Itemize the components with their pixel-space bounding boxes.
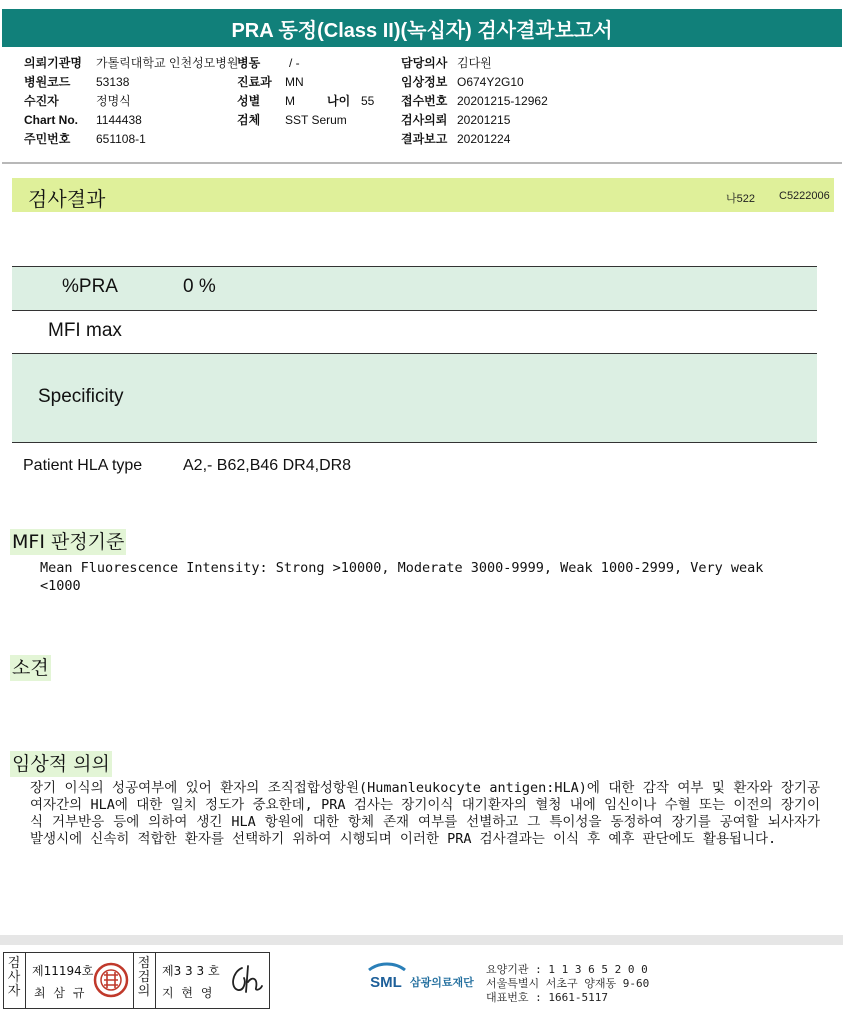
reviewer-label-text: 점검의 [137,956,151,999]
hla-label: Patient HLA type [23,457,143,474]
age-label: 나이 [327,94,351,108]
header-col-2 [237,57,374,133]
table-line [12,353,817,354]
pra-label: %PRA [62,276,118,297]
mfi-max-label: MFI max [48,320,122,341]
field-label: 수진자 [24,94,59,108]
specificity-row [12,354,817,442]
result-banner-title: 검사결과 [28,187,106,211]
field-label: 검사의뢰 [401,113,448,127]
field-label: 담당의사 [401,56,448,70]
reviewer-name: 지 현 영 [162,986,215,1000]
field-value: 20201215 [457,113,511,127]
opinion-heading: 소견 [12,657,49,679]
examiner-label [7,957,21,999]
reviewer-signature [224,958,266,1000]
field-label: 접수번호 [401,94,448,108]
field-value: 김다원 [457,56,492,70]
org-name: 삼광의료재단 [410,976,474,989]
header-col-1 [24,57,238,152]
reviewer-number: 제3 3 3 호 [162,964,220,978]
clinical-heading: 임상적 의의 [12,753,110,775]
mfi-criteria-line-2: <1000 [40,578,81,594]
footer-band [0,935,843,945]
age-value: 55 [361,94,375,108]
field-value: 651108-1 [96,132,146,146]
examiner-seal [93,962,129,998]
examiner-name: 최 삼 규 [34,986,87,1000]
field-value: 20201224 [457,132,511,146]
field-label: Chart No. [24,113,78,127]
examiner-number: 제11194호 [32,964,94,978]
field-value: SST Serum [285,113,347,127]
field-label: 의뢰기관명 [24,56,82,70]
field-label: 검체 [237,113,261,127]
field-label: 성별 [237,94,261,108]
field-value: 가톨릭대학교 인천성모병원 [96,56,239,70]
examiner-label-text: 검사자 [7,956,21,999]
field-label: 진료과 [237,75,272,89]
result-banner [12,178,834,212]
field-value: M [285,94,295,108]
field-label: 병원코드 [24,75,71,89]
hla-value: A2,- B62,B46 DR4,DR8 [183,457,352,474]
clinical-text: 장기 이식의 성공여부에 있어 환자의 조직접합성항원(Humanleukocyte antigen:HLA)에 대한 감작 여부 및 환자와 장기공여자간의 HLA에 대한 일치 정도가 중요한데, PRA 검사는 장기이식 대기환자의 혈청 내에 임신이나 수혈 또는 이전의 장기이식 거부반응 등에 의하여 생긴 HLA 항원에 대한 항체 존재 여부를 선별하고 그 특이성을 동정하여 장기를 공여할 뇌사자가 발생시에 신속히 적합한 환자를 선택하기 위하여 시행되며 이러한 PRA 검사결과는 이식 후 예후 판단에도 활용됩니다. [30,780,820,847]
table-line [12,266,817,267]
result-code-2: C5222006 [779,190,830,202]
result-code-1: 나522 [726,193,755,205]
org-address: 서울특별시 서초구 양재동 9-60 [486,977,650,990]
pra-value: 0 % [183,276,216,297]
org-phone: 대표번호 : 1661-5117 [486,991,608,1004]
header-col-3 [401,57,548,152]
field-label: 임상정보 [401,75,448,89]
box-divider [25,953,26,1008]
table-line [12,442,817,443]
reviewer-label [137,957,151,999]
sml-logo-icon [365,960,407,996]
field-label: 병동 [237,56,261,70]
mfi-criteria-line-1: Mean Fluorescence Intensity: Strong >10000, Moderate 3000-9999, Weak 1000-2999, Very weak [40,560,764,576]
pra-row [12,267,817,310]
header-divider [2,162,842,164]
box-divider [155,953,156,1008]
field-value: O674Y2G10 [457,75,524,89]
field-value: 1144438 [96,113,142,127]
specificity-label: Specificity [38,386,124,407]
field-value: 20201215-12962 [457,94,548,108]
org-code: 요양기관 : 1 1 3 6 5 2 0 0 [486,963,648,976]
report-title: PRA 동정(Class II)(녹십자) 검사결과보고서 [2,9,842,47]
field-value: MN [285,75,304,89]
field-value: 53138 [96,75,130,89]
sml-logo-text: SML [370,974,402,991]
mfi-criteria-heading: MFI 판정기준 [12,531,125,553]
field-label: 결과보고 [401,132,448,146]
table-line [12,310,817,311]
field-value: 정명식 [96,94,131,108]
field-label: 주민번호 [24,132,71,146]
field-value: / - [289,56,300,70]
box-divider [133,953,134,1008]
